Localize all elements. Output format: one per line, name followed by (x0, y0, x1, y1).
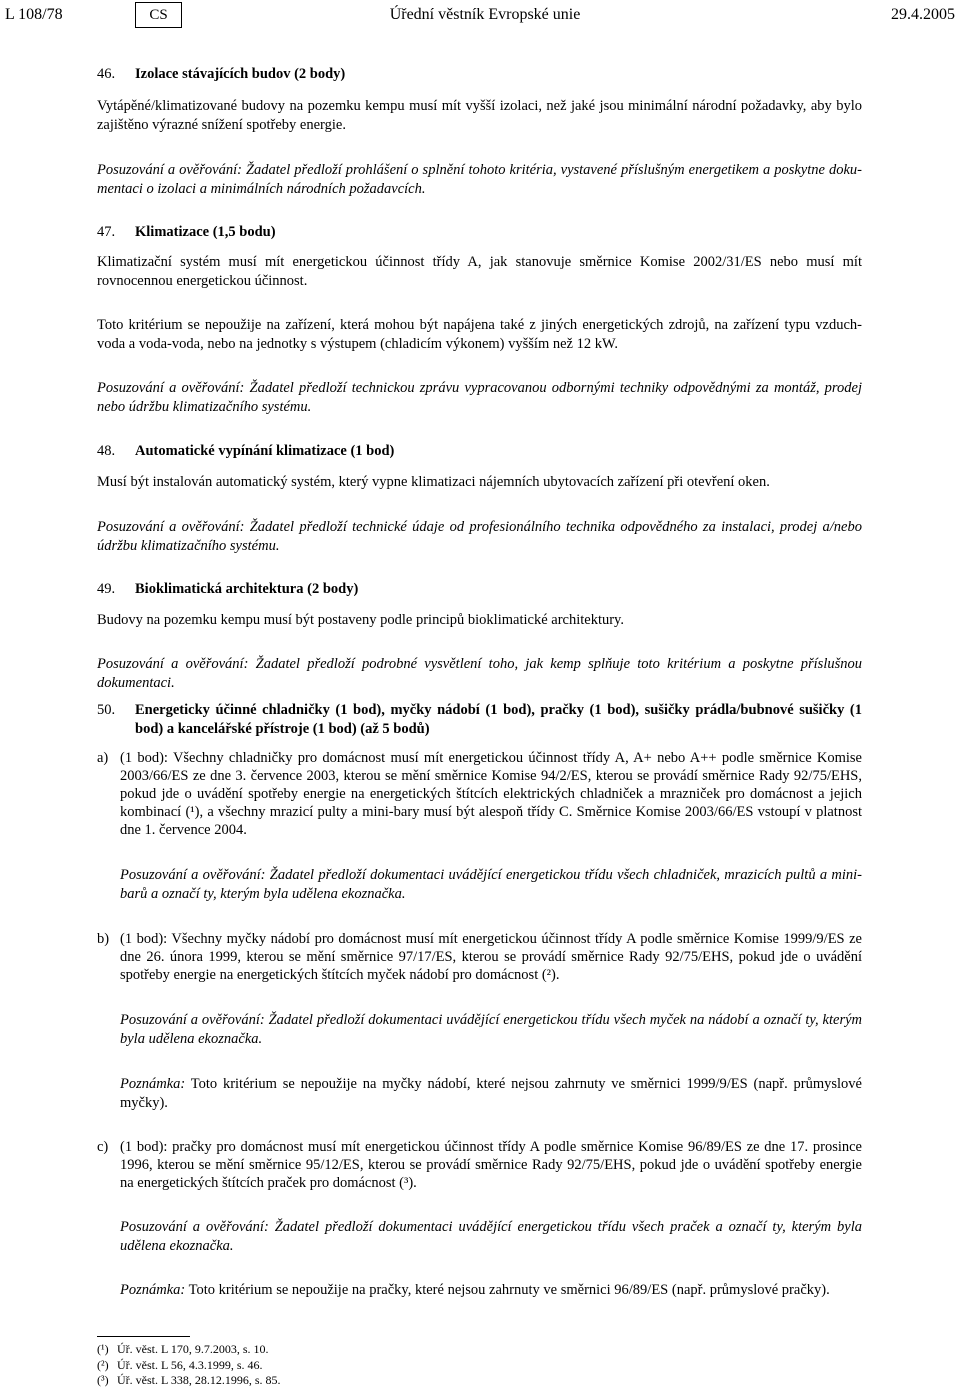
section-48-paragraph: Musí být instalován automatický systém, který vypne klimatizaci nájemních ubytovacích zařízení při otevření oken. (97, 474, 770, 490)
section-number: 46. (97, 66, 116, 82)
section-46-heading (97, 65, 862, 84)
list-item-label: b) (97, 931, 110, 947)
footnote-text: Úř. věst. L 56, 4.3.1999, s. 46. (117, 1357, 263, 1372)
list-item-text: (1 bod): pračky pro domácnost musí mít energetickou účinnost třídy A podle směrnice Komise 96/89/ES ze dne 17. prosince 1996, kterou se mění směrnice 95/12/ES, kterou se provádí směrnice Rady 92/75/EHS, pokud jde o uvádění spotřeby energie na energetických štítcích praček pro domácnost (³). (120, 1139, 862, 1191)
note-label: Poznámka: (120, 1282, 186, 1298)
footnotes (97, 1342, 862, 1389)
list-item-c (97, 1138, 862, 1192)
list-item-text: (1 bod): Všechny chladničky pro domácnost musí mít energetickou účinnost třídy A, A+ nebo A++ podle směrnice Komise 2003/66/ES ze dne 3. července 2003, kterou se mění směrnice Komise 94/2/ES, kterou se provádí směrnice Rady 92/75/EHS, pokud jde o uvádění spotřeby energie na energetických štítcích elektrických chladniček a mrazniček pro domácnost a jejich kombinací (¹), a všechny mrazicí pulty a mini-bary musí být alespoň třídy C. Směrnice Komise 2003/66/ES vstoupí v platnost dne 1. července 2004. (120, 750, 862, 838)
section-47-paragraph-1: Klimatizační systém musí mít energetickou účinnost třídy A, jak stanovuje směrnice Komise 2002/31/ES nebo musí mít rovnocennou energetickou účinnost. (97, 254, 862, 289)
section-50-heading (97, 701, 862, 739)
section-title: Izolace stávajících budov (2 body) (135, 66, 346, 82)
section-47-heading (97, 223, 862, 242)
language-code-box: CS (135, 2, 182, 28)
item-c-assessment: Posuzování a ověřování: Žadatel předloží dokumentaci uvádějící energetickou třídu všech praček a označí ty, kterým byla udělena ekoznačka. (120, 1219, 862, 1254)
section-title: Energeticky účinné chladničky (1 bod), myčky nádobí (1 bod), pračky (1 bod), sušičky prádla/bubnové sušičky (1 bod) a kancelářské přístroje (1 bod) (až 5 bodů) (135, 702, 862, 737)
footnote-2 (97, 1358, 862, 1374)
section-49-paragraph: Budovy na pozemku kempu musí být postaveny podle principů bioklimatické architektury. (97, 612, 624, 628)
publication-date: 29.4.2005 (891, 6, 955, 23)
page-reference: L 108/78 (5, 6, 63, 23)
item-b-note (120, 1075, 862, 1113)
note-text: Toto kritérium se nepoužije na myčky nádobí, které nejsou zahrnuty ve směrnici 1999/9/ES (např. průmyslové myčky). (120, 1076, 862, 1111)
footnote-text: Úř. věst. L 338, 28.12.1996, s. 85. (117, 1373, 281, 1387)
item-a-assessment: Posuzování a ověřování: Žadatel předloží dokumentaci uvádějící energetickou třídu všech chladniček, mrazicích pultů a mini-barů a označí ty, kterým byla udělena ekoznačka. (120, 867, 862, 902)
section-title: Klimatizace (1,5 bodu) (135, 224, 276, 240)
footnote-1 (97, 1342, 862, 1358)
section-number: 49. (97, 581, 116, 597)
list-item-text: (1 bod): Všechny myčky nádobí pro domácnost musí mít energetickou účinnost třídy A podle směrnice Komise 1999/9/ES ze dne 26. února 1999, kterou se mění směrnice 97/17/ES, kterou se provádí směrnice Rady 92/75/EHS, pokud jde o uvádění spotřeby energie na energetických štítcích myček nádobí pro domácnost (²). (120, 931, 862, 983)
journal-title: Úřední věstník Evropské unie (389, 6, 581, 23)
section-46-assessment: Posuzování a ověřování: Žadatel předloží prohlášení o splnění tohoto kritéria, vystavené příslušným energetikem a poskytne dokumentaci o izolaci a minimálních národních požadavcích. (97, 162, 862, 197)
section-title: Automatické vypínání klimatizace (1 bod) (135, 443, 395, 459)
footnote-marker: (³) (97, 1373, 109, 1387)
footnote-separator (97, 1336, 190, 1337)
footnote-marker: (²) (97, 1357, 109, 1372)
section-48-assessment: Posuzování a ověřování: Žadatel předloží technické údaje od profesionálního technika odpovědného za instalaci, prodej a/nebo údržbu klimatizačního systému. (97, 519, 862, 554)
section-number: 50. (97, 702, 116, 718)
list-item-b (97, 930, 862, 984)
note-text: Toto kritérium se nepoužije na pračky, které nejsou zahrnuty ve směrnici 96/89/ES (např. průmyslové pračky). (188, 1282, 830, 1298)
footnote-3 (97, 1373, 862, 1389)
section-47-assessment: Posuzování a ověřování: Žadatel předloží technickou zprávu vypracovanou odbornými techniky odpovědnými za montáž, prodej nebo údržbu klimatizačního systému. (97, 380, 862, 415)
section-46-paragraph: Vytápěné/klimatizované budovy na pozemku kempu musí mít vyšší izolaci, než jaké jsou minimální národní požadavky, aby bylo zajištěno výrazné snížení spotřeby energie. (97, 98, 862, 133)
list-item-label: c) (97, 1139, 109, 1155)
section-47-paragraph-2: Toto kritérium se nepoužije na zařízení, která mohou být napájena také z jiných energetických zdrojů, na zařízení typu vzduch-voda a voda-voda, nebo na jednotky s výstupem (chladicím výkonem) vyšším než 12 kW. (97, 317, 862, 352)
section-49-assessment: Posuzování a ověřování: Žadatel předloží podrobné vysvětlení toho, jak kemp splňuje toto kritérium a poskytne příslušnou dokumentaci. (97, 656, 862, 691)
section-number: 48. (97, 443, 116, 459)
section-49-heading (97, 580, 862, 599)
note-label: Poznámka: (120, 1076, 186, 1092)
list-item-a (97, 749, 862, 839)
item-c-note (120, 1281, 862, 1300)
section-number: 47. (97, 224, 116, 240)
footnote-marker: (¹) (97, 1342, 109, 1356)
footnote-text: Úř. věst. L 170, 9.7.2003, s. 10. (117, 1342, 269, 1356)
item-b-assessment: Posuzování a ověřování: Žadatel předloží dokumentaci uvádějící energetickou třídu všech myček na nádobí a označí ty, kterým byla udělena ekoznačka. (120, 1012, 862, 1047)
section-48-heading (97, 442, 862, 461)
list-item-label: a) (97, 750, 109, 766)
section-title: Bioklimatická architektura (2 body) (135, 581, 359, 597)
